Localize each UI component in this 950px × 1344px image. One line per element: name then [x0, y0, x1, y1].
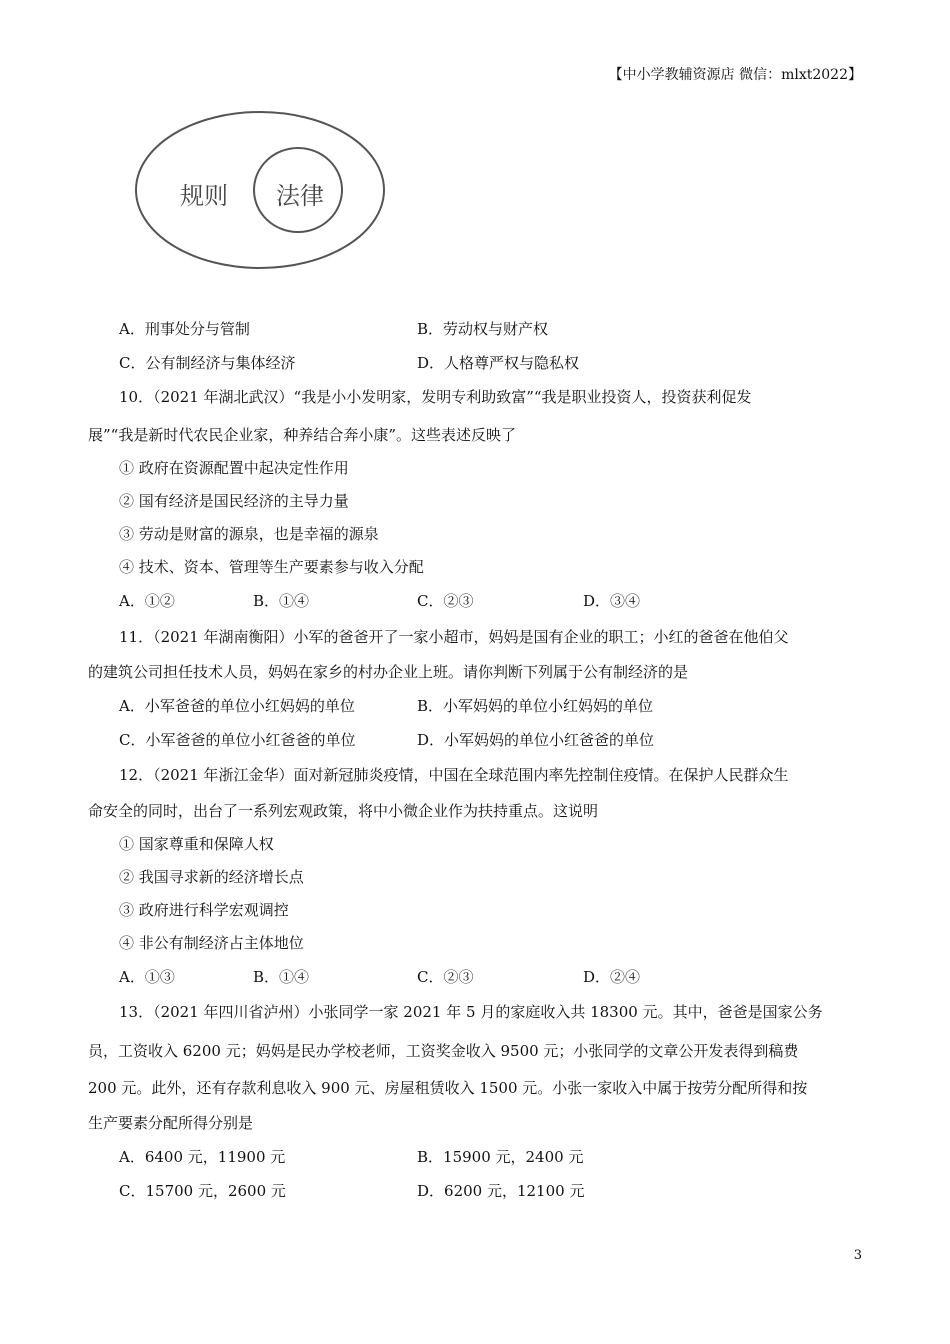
- q11-option-d: D．小军妈妈的单位小红爸爸的单位: [417, 731, 655, 749]
- q11-option-b: B．小军妈妈的单位小红妈妈的单位: [417, 697, 654, 715]
- q11-option-a: A．小军爸爸的单位小红妈妈的单位: [119, 697, 355, 715]
- q10-item-2: ② 国有经济是国民经济的主导力量: [119, 492, 349, 510]
- q12-stem-line1: 12．（2021 年浙江金华）面对新冠肺炎疫情，中国在全球范围内率先控制住疫情。在保护人民群众生: [119, 766, 789, 784]
- q10-option-c: C．②③: [417, 592, 474, 610]
- q9-option-a: A．刑事处分与管制: [119, 320, 250, 338]
- q13-stem-line4: 生产要素分配所得分别是: [88, 1114, 254, 1132]
- q10-option-a: A．①②: [119, 592, 175, 610]
- q13-option-a: A．6400 元，11900 元: [119, 1148, 286, 1166]
- q13-option-b: B．15900 元，2400 元: [417, 1148, 584, 1166]
- q10-item-4: ④ 技术、资本、管理等生产要素参与收入分配: [119, 558, 424, 576]
- outer-label: 规则: [180, 182, 228, 210]
- q10-stem-line2: 展”“我是新时代农民企业家，种养结合奔小康”。这些表述反映了: [88, 426, 517, 444]
- q12-stem-line2: 命安全的同时，出台了一系列宏观政策，将中小微企业作为扶持重点。这说明: [88, 802, 599, 820]
- q10-stem-line1: 10．（2021 年湖北武汉）“我是小小发明家，发明专利助致富”“我是职业投资人，投资获利促发: [119, 388, 752, 406]
- q9-option-d: D．人格尊严权与隐私权: [417, 354, 580, 372]
- q13-stem-line3: 200 元。此外，还有存款利息收入 900 元、房屋租赁收入 1500 元。小张一家收入中属于按劳分配所得和按: [88, 1079, 808, 1097]
- inner-label: 法律: [276, 182, 324, 210]
- q12-option-c: C．②③: [417, 968, 474, 986]
- rules-law-diagram: [132, 108, 388, 272]
- q9-option-c: C．公有制经济与集体经济: [119, 354, 296, 372]
- page-header: 【中小学教辅资源店 微信：mlxt2022】: [608, 67, 862, 83]
- q12-item-3: ③ 政府进行科学宏观调控: [119, 901, 289, 919]
- q11-stem-line2: 的建筑公司担任技术人员，妈妈在家乡的村办企业上班。请你判断下列属于公有制经济的是: [88, 663, 689, 681]
- q12-item-2: ② 我国寻求新的经济增长点: [119, 868, 304, 886]
- q13-stem-line2: 员，工资收入 6200 元；妈妈是民办学校老师，工资奖金收入 9500 元；小张同学的文章公开发表得到稿费: [88, 1042, 799, 1060]
- q12-item-4: ④ 非公有制经济占主体地位: [119, 934, 304, 952]
- q13-stem-line1: 13．（2021 年四川省泸州）小张同学一家 2021 年 5 月的家庭收入共 18300 元。其中，爸爸是国家公务: [119, 1003, 823, 1021]
- outer-ellipse: [136, 112, 384, 268]
- q9-option-b: B．劳动权与财产权: [417, 320, 549, 338]
- q12-option-b: B．①④: [253, 968, 310, 986]
- q12-option-d: D．②④: [583, 968, 641, 986]
- page-number: 3: [853, 1248, 862, 1263]
- q13-option-d: D．6200 元，12100 元: [417, 1182, 585, 1200]
- q13-option-c: C．15700 元，2600 元: [119, 1182, 286, 1200]
- q12-item-1: ① 国家尊重和保障人权: [119, 835, 274, 853]
- q10-item-1: ① 政府在资源配置中起决定性作用: [119, 459, 349, 477]
- q11-option-c: C．小军爸爸的单位小红爸爸的单位: [119, 731, 356, 749]
- q10-option-b: B．①④: [253, 592, 310, 610]
- q12-option-a: A．①③: [119, 968, 175, 986]
- q10-option-d: D．③④: [583, 592, 641, 610]
- q10-item-3: ③ 劳动是财富的源泉，也是幸福的源泉: [119, 525, 379, 543]
- q11-stem-line1: 11．（2021 年湖南衡阳）小军的爸爸开了一家小超市，妈妈是国有企业的职工；小红的爸爸在他伯父: [119, 628, 789, 646]
